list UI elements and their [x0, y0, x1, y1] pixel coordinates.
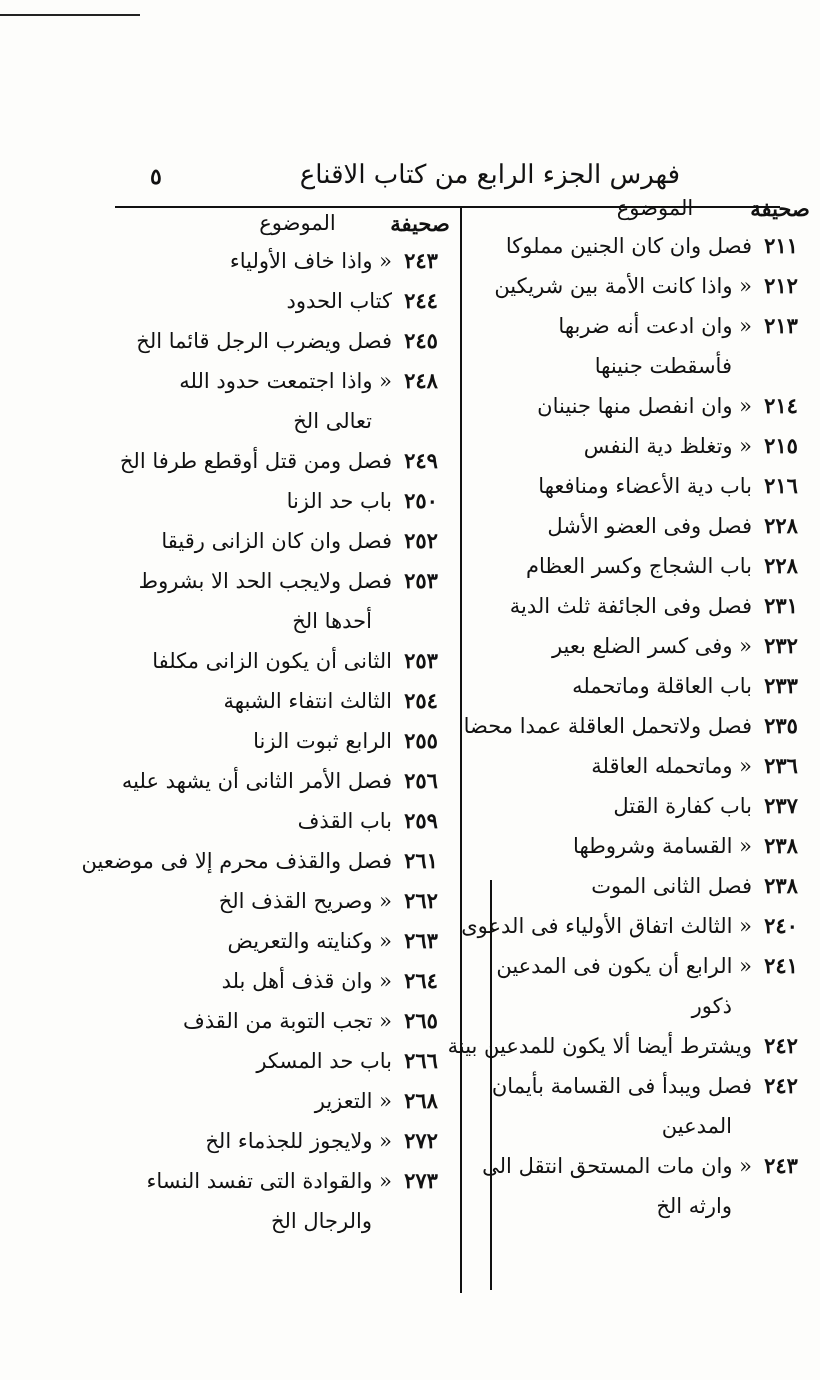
page-column-header: صحيفة — [750, 195, 810, 221]
entry-topic — [125, 921, 392, 961]
entry-topic-text: « وان قذف أهل بلد — [221, 969, 392, 993]
index-entry — [463, 706, 810, 746]
entry-page-number: ٢١١ — [764, 233, 798, 258]
index-entry — [125, 1081, 450, 1121]
entry-page-number: ٢٥٣ — [404, 648, 438, 673]
entry-topic-continuation: وارثه الخ — [656, 1194, 732, 1218]
entry-topic-text: « الرابع أن يكون فى المدعين — [496, 954, 752, 978]
entry-topic — [82, 841, 392, 881]
entry-topic-text: فصل وفى العضو الأشل — [547, 514, 752, 538]
entry-page-number: ٢٣٢ — [764, 633, 798, 658]
index-entry — [125, 1001, 450, 1041]
entry-topic — [125, 721, 392, 761]
entry-page-number: ٢٥٤ — [404, 688, 438, 713]
index-entry — [121, 761, 450, 801]
entry-page-number: ٢٤٣ — [404, 248, 438, 273]
entry-topic-text: الرابع ثبوت الزنا — [253, 729, 392, 753]
entry-page-number: ٢٧٢ — [404, 1128, 438, 1153]
entry-page-number: ٢١٥ — [764, 433, 798, 458]
entry-page-number: ٢٤١ — [764, 953, 798, 978]
topic-column-header: الموضوع — [616, 196, 694, 220]
entry-topic-text: باب كفارة القتل — [613, 794, 752, 818]
entry-topic-text: « ولايجوز للجذماء الخ — [205, 1129, 392, 1153]
entry-page-number: ٢٣١ — [764, 593, 798, 618]
entry-topic — [125, 641, 392, 681]
entry-topic-text: فصل والقذف محرم إلا فى موضعين — [81, 849, 392, 873]
index-entry — [480, 226, 810, 266]
index-entry — [125, 281, 450, 321]
entry-page-number: ٢٤٨ — [404, 368, 438, 393]
entry-page-number: ٢٦٣ — [404, 928, 438, 953]
entry-topic-continuation: أحدها الخ — [292, 609, 372, 633]
index-entry — [461, 906, 810, 946]
entry-page-number: ٢١٤ — [764, 393, 798, 418]
entry-topic-text: « تجب التوبة من القذف — [183, 1009, 392, 1033]
entry-page-number: ٢٤٤ — [404, 288, 438, 313]
page-number: ٥ — [150, 164, 162, 190]
entry-page-number: ٢٣٨ — [764, 833, 798, 858]
entry-page-number: ٢٤٣ — [764, 1153, 798, 1178]
top-left-rule — [0, 0, 140, 16]
entry-page-number: ٢٦٦ — [404, 1048, 438, 1073]
entry-topic-text: فصل الأمر الثانى أن يشهد عليه — [121, 769, 392, 793]
entry-page-number: ٢٤٠ — [764, 913, 798, 938]
index-entry — [480, 1066, 810, 1146]
entry-topic — [125, 361, 392, 441]
entry-topic-text: « الثالث اتفاق الأولياء فى الدعوى — [461, 914, 752, 938]
index-entry — [125, 241, 450, 281]
entry-topic — [125, 1081, 392, 1121]
entry-topic — [125, 321, 392, 361]
entry-page-number: ٢٣٣ — [764, 673, 798, 698]
index-entry — [125, 681, 450, 721]
entry-page-number: ٢٤٥ — [404, 328, 438, 353]
entry-topic-text: « وان انفصل منها جنينان — [537, 394, 752, 418]
index-entry — [480, 946, 810, 1026]
index-entry — [480, 626, 810, 666]
entry-topic — [125, 801, 392, 841]
entry-topic — [480, 506, 752, 546]
entry-topic — [125, 881, 392, 921]
entry-topic-text: باب العاقلة وماتحمله — [572, 674, 752, 698]
entry-topic — [122, 761, 392, 801]
entry-topic-text: « وماتحمله العاقلة — [591, 754, 752, 778]
entry-page-number: ٢٤٢ — [764, 1073, 798, 1098]
entry-topic-continuation: تعالى الخ — [293, 409, 372, 433]
entry-topic — [480, 1146, 752, 1226]
entry-topic-text: باب القذف — [297, 809, 392, 833]
entry-topic — [480, 386, 752, 426]
entry-topic — [480, 746, 752, 786]
index-entry — [480, 586, 810, 626]
entry-page-number: ٢٣٥ — [764, 713, 798, 738]
entry-topic — [125, 1001, 392, 1041]
index-entry — [480, 826, 810, 866]
entry-page-number: ٢٥٩ — [404, 808, 438, 833]
index-entry — [119, 441, 450, 481]
entry-topic-text: فصل ويبدأ فى القسامة بأيمان — [491, 1074, 752, 1098]
entry-topic — [461, 906, 752, 946]
entry-page-number: ٢٥٢ — [404, 528, 438, 553]
entry-page-number: ٢٦١ — [404, 848, 438, 873]
entry-topic-text: فصل ولايجب الحد الا بشروط — [138, 569, 392, 593]
entry-topic-text: « وكنايته والتعريض — [227, 929, 392, 953]
entry-page-number: ٢٥٦ — [404, 768, 438, 793]
entry-topic-text: فصل الثانى الموت — [591, 874, 752, 898]
entry-topic-text: « وتغلظ دية النفس — [583, 434, 752, 458]
index-entry — [480, 386, 810, 426]
index-entry — [480, 1146, 810, 1226]
entry-topic-text: كتاب الحدود — [286, 289, 392, 313]
entry-topic-text: « واذا خاف الأولياء — [229, 249, 392, 273]
entry-topic — [125, 521, 392, 561]
entry-topic-text: باب الشجاج وكسر العظام — [526, 554, 752, 578]
index-entry — [480, 866, 810, 906]
entry-topic-text: فصل وان كان الجنين مملوكا — [505, 234, 752, 258]
index-entry — [125, 1121, 450, 1161]
index-entry — [480, 466, 810, 506]
index-entry — [447, 1026, 810, 1066]
entry-page-number: ٢٣٧ — [764, 793, 798, 818]
index-entries — [447, 226, 810, 1226]
index-entry — [480, 546, 810, 586]
entry-topic — [464, 706, 752, 746]
index-entry — [81, 841, 450, 881]
entry-topic — [480, 866, 752, 906]
entry-topic — [480, 826, 752, 866]
entry-topic — [125, 1121, 392, 1161]
entry-topic — [125, 961, 392, 1001]
entry-topic — [480, 586, 752, 626]
entry-topic-text: فصل ومن قتل أوقطع طرفا الخ — [119, 449, 392, 473]
index-entry — [125, 801, 450, 841]
page-column-header: صحيفة — [390, 210, 450, 236]
index-entry — [125, 1041, 450, 1081]
index-entries — [81, 241, 450, 1241]
entry-topic-text: « وان مات المستحق انتقل الى — [482, 1154, 752, 1178]
entry-topic — [125, 481, 392, 521]
index-entry — [480, 666, 810, 706]
entry-topic — [480, 946, 752, 1026]
index-entry — [125, 361, 450, 441]
entry-topic — [480, 226, 752, 266]
entry-topic — [480, 1066, 752, 1146]
entry-topic-text: الثالث انتفاء الشبهة — [223, 689, 392, 713]
entry-topic-continuation: فأسقطت جنينها — [594, 354, 732, 378]
entry-topic — [480, 786, 752, 826]
index-entry — [125, 921, 450, 961]
index-entry — [125, 721, 450, 761]
index-entry — [125, 1161, 450, 1241]
entry-topic — [125, 241, 392, 281]
entry-topic-continuation: والرجال الخ — [270, 1209, 372, 1233]
entry-page-number: ٢٦٢ — [404, 888, 438, 913]
entry-topic — [480, 666, 752, 706]
entry-page-number: ٢٢٨ — [764, 513, 798, 538]
index-entry — [125, 961, 450, 1001]
entry-page-number: ٢٥٣ — [404, 568, 438, 593]
index-entry — [480, 786, 810, 826]
entry-topic — [125, 681, 392, 721]
entry-page-number: ٢٥٠ — [404, 488, 438, 513]
entry-page-number: ٢٣٨ — [764, 873, 798, 898]
entry-page-number: ٢٦٥ — [404, 1008, 438, 1033]
entry-topic — [120, 441, 392, 481]
entry-topic — [448, 1026, 752, 1066]
entry-topic-text: فصل ولاتحمل العاقلة عمدا محضا — [463, 714, 752, 738]
index-entry — [125, 561, 450, 641]
entry-topic-text: « والقوادة التى تفسد النساء — [146, 1169, 392, 1193]
entry-page-number: ٢٧٣ — [404, 1168, 438, 1193]
entry-topic-text: فصل ويضرب الرجل قائما الخ — [136, 329, 392, 353]
entry-topic — [125, 1041, 392, 1081]
topic-column-header: الموضوع — [259, 211, 336, 235]
entry-topic — [480, 266, 752, 306]
index-entry — [125, 641, 450, 681]
index-column-right — [447, 190, 810, 1226]
entry-topic — [480, 466, 752, 506]
column-header — [480, 190, 810, 226]
entry-topic-text: الثانى أن يكون الزانى مكلفا — [152, 649, 392, 673]
entry-topic-text: « وصريح القذف الخ — [218, 889, 392, 913]
entry-topic-continuation: المدعين — [661, 1114, 732, 1138]
entry-page-number: ٢٥٥ — [404, 728, 438, 753]
entry-topic — [480, 546, 752, 586]
index-entry — [125, 881, 450, 921]
entry-topic-text: « وفى كسر الضلع بعير — [551, 634, 752, 658]
entry-topic-text: « واذا كانت الأمة بين شريكين — [494, 274, 752, 298]
running-title: فهرس الجزء الرابع من كتاب الاقناع — [299, 160, 680, 190]
entry-topic-text: باب حد المسكر — [256, 1049, 392, 1073]
column-divider — [460, 208, 462, 1293]
entry-topic — [125, 561, 392, 641]
index-entry — [125, 481, 450, 521]
entry-topic-text: « واذا اجتمعت حدود الله — [179, 369, 392, 393]
entry-topic-text: باب دية الأعضاء ومنافعها — [538, 474, 752, 498]
entry-topic-text: فصل وفى الجائفة ثلث الدية — [509, 594, 752, 618]
entry-page-number: ٢١٦ — [764, 473, 798, 498]
entry-page-number: ٢٦٤ — [404, 968, 438, 993]
entry-topic — [125, 281, 392, 321]
index-entry — [480, 506, 810, 546]
index-column-left — [81, 205, 450, 1241]
entry-topic-text: فصل وان كان الزانى رقيقا — [161, 529, 392, 553]
entry-page-number: ٢١٢ — [764, 273, 798, 298]
index-entry — [480, 266, 810, 306]
entry-topic-text: باب حد الزنا — [286, 489, 392, 513]
entry-topic-text: « القسامة وشروطها — [573, 834, 752, 858]
index-entry — [125, 321, 450, 361]
entry-topic — [480, 626, 752, 666]
entry-page-number: ٢٤٢ — [764, 1033, 798, 1058]
entry-topic — [480, 426, 752, 466]
entry-page-number: ٢٣٦ — [764, 753, 798, 778]
index-entry — [125, 521, 450, 561]
entry-page-number: ٢٦٨ — [404, 1088, 438, 1113]
entry-topic-text: ويشترط أيضا ألا يكون للمدعين بينة — [447, 1034, 752, 1058]
entry-topic-text: « وان ادعت أنه ضربها — [558, 314, 752, 338]
index-entry — [480, 306, 810, 386]
entry-page-number: ٢٤٩ — [404, 448, 438, 473]
index-entry — [480, 426, 810, 466]
entry-topic — [125, 1161, 392, 1241]
entry-topic-text: « التعزير — [314, 1089, 392, 1113]
column-header — [125, 205, 450, 241]
index-entry — [480, 746, 810, 786]
entry-page-number: ٢١٣ — [764, 313, 798, 338]
entry-topic — [480, 306, 752, 386]
entry-topic-continuation: ذكور — [691, 994, 732, 1018]
entry-page-number: ٢٢٨ — [764, 553, 798, 578]
